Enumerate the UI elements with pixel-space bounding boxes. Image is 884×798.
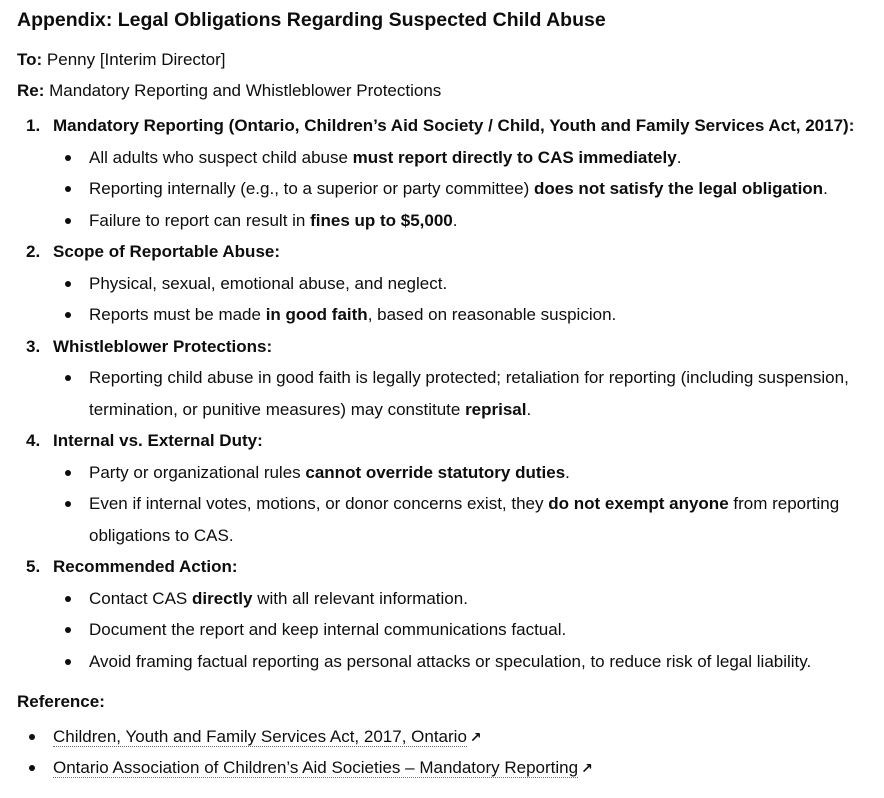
external-link-icon[interactable]: ↗	[469, 729, 482, 745]
memo-re-label: Re:	[17, 81, 45, 100]
section-item	[17, 425, 884, 551]
section-number: 5.	[26, 557, 41, 576]
bullet-text: Avoid framing factual reporting as personal attacks or speculation, to reduce risk of legal liability.	[89, 651, 812, 671]
section-heading	[26, 236, 884, 268]
memo-re	[17, 75, 884, 106]
memo-re-value: Mandatory Reporting and Whistleblower Protections	[49, 81, 442, 100]
bullet-text: Even if internal votes, motions, or donor concerns exist, they	[89, 494, 549, 513]
bullet-emphasis: do not exempt anyone	[548, 494, 729, 513]
page-title: Appendix: Legal Obligations Regarding Suspected Child Abuse	[17, 9, 606, 31]
list-item	[53, 173, 884, 205]
bullet-emphasis: cannot override statutory duties	[305, 462, 566, 482]
bullet-emphasis: directly	[192, 588, 253, 608]
bullet-text-end: .	[565, 462, 570, 482]
list-item	[53, 583, 884, 615]
bullet-list	[53, 268, 884, 331]
reference-item	[17, 721, 884, 752]
bullet-text-end: from reporting obligations to CAS.	[89, 494, 840, 545]
section-heading-text: Recommended Action:	[53, 557, 238, 576]
list-item	[53, 362, 879, 425]
bullet-text-end: .	[452, 210, 458, 230]
bullet-text: Document the report and keep internal communications factual.	[89, 620, 567, 639]
section-item	[17, 236, 884, 331]
section-number: 4.	[26, 431, 41, 450]
list-item	[53, 488, 879, 551]
section-number: 3.	[26, 336, 41, 356]
bullet-text: Contact CAS	[89, 588, 192, 608]
memo-to-value: Penny [Interim Director]	[46, 50, 226, 69]
reference-item	[17, 752, 884, 783]
bullet-emphasis: does not satisfy the legal obligation	[534, 179, 824, 198]
bullet-text: Physical, sexual, emotional abuse, and neglect.	[89, 273, 448, 293]
bullet-text: All adults who suspect child abuse	[89, 147, 353, 167]
list-item	[53, 205, 884, 237]
list-item	[53, 614, 884, 646]
bullet-text: Reporting child abuse in good faith is legally protected; retaliation for reporting (including suspension, termination, or punitive measures) may constitute	[89, 368, 849, 419]
section-item	[17, 331, 884, 426]
section-item	[17, 551, 884, 677]
list-item	[53, 457, 884, 489]
section-heading	[26, 425, 884, 457]
reference-heading: Reference:	[17, 692, 105, 711]
bullet-emphasis: reprisal	[465, 399, 527, 419]
section-heading-text: Mandatory Reporting (Ontario, Children’s Aid Society / Child, Youth and Family Services Act, 2017):	[53, 116, 855, 135]
reference-link-oacas[interactable]: Ontario Association of Children’s Aid Societies – Mandatory Reporting	[53, 758, 579, 777]
bullet-text: Reports must be made	[89, 305, 266, 324]
bullet-text: Party or organizational rules	[89, 462, 306, 482]
bullet-list	[53, 583, 884, 678]
section-heading-text: Scope of Reportable Abuse:	[53, 242, 281, 261]
list-item	[53, 299, 884, 331]
list-item	[53, 268, 884, 300]
section-heading-text: Internal vs. External Duty:	[53, 431, 263, 450]
external-link-icon[interactable]: ↗	[581, 760, 593, 776]
section-number: 2.	[26, 242, 41, 261]
section-heading	[26, 331, 884, 363]
section-heading-text: Whistleblower Protections:	[53, 336, 273, 356]
bullet-text-end: with all relevant information.	[252, 588, 468, 608]
bullet-text-end: .	[823, 179, 828, 198]
reference-link-cyfsa[interactable]: Children, Youth and Family Services Act, 2017, Ontario	[53, 727, 467, 746]
section-number: 1.	[26, 116, 41, 135]
list-item	[53, 142, 884, 174]
list-item	[53, 646, 884, 678]
bullet-emphasis: fines up to $5,000	[310, 210, 453, 230]
bullet-emphasis: in good faith	[265, 305, 368, 324]
memo-to	[17, 44, 884, 75]
reference-list	[17, 721, 884, 783]
bullet-text: Failure to report can result in	[89, 210, 311, 230]
memo-to-label: To:	[17, 50, 43, 69]
section-heading	[26, 110, 884, 142]
bullet-text-end: .	[676, 147, 682, 167]
bullet-text-end: .	[526, 399, 532, 419]
sections-list	[17, 110, 884, 677]
section-item	[17, 110, 884, 236]
bullet-emphasis: must report directly to CAS immediately	[352, 147, 677, 167]
section-heading	[26, 551, 884, 583]
bullet-list	[53, 457, 884, 552]
bullet-list	[53, 142, 884, 237]
bullet-text-end: , based on reasonable suspicion.	[367, 305, 617, 324]
bullet-text: Reporting internally (e.g., to a superior or party committee)	[89, 179, 535, 198]
bullet-list	[53, 362, 884, 425]
